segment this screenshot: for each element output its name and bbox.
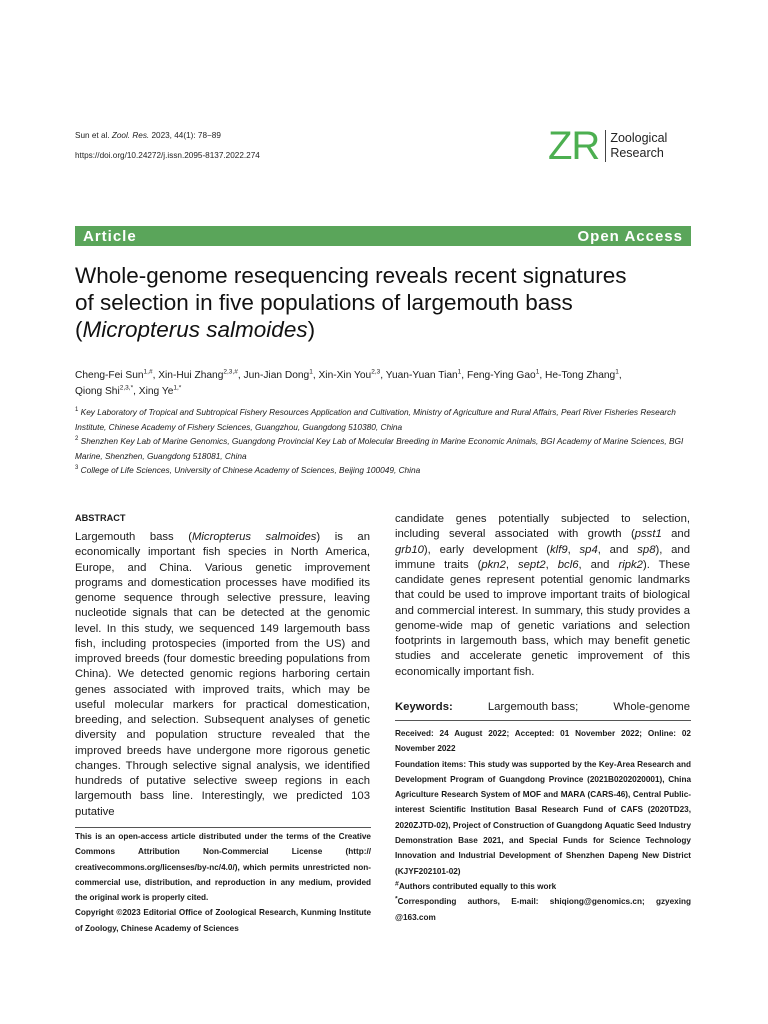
affiliation-item: $^3$ College of Life Sciences, University of Chinese Academy of Sciences, Beijing 100049, China [75,465,421,475]
logo-divider [605,130,606,162]
keywords-divider [395,720,691,721]
corresponding-authors: *Corresponding authors, E-mail: shiqiong@genomics.cn; gzyexing @163.com [395,895,691,922]
author: He-Tong Zhang$^1$ [544,368,619,381]
equal-contribution: #Authors contributed equally to this work [395,880,557,891]
logo-line1: Zoological [610,131,668,145]
affiliation-item: $^2$ Shenzhen Key Lab of Marine Genomics, Guangdong Provincial Key Lab of Molecular Breeding in Marine Economic Animals, BGI Academy of Marine Sciences, BGI Marine, Shenzhen, Guangdong 518081, China [75,436,684,461]
affiliations [75,405,695,478]
author: Yuan-Yuan Tian$^1$ [385,368,462,381]
article-banner [75,226,691,246]
banner-article-label: Article [83,227,137,245]
author: Xin-Xin You$^{2,3}$ [318,368,381,381]
received-dates: Received: 24 August 2022; Accepted: 01 November 2022; Online: 02 November 2022 [395,729,691,754]
author: Jun-Jian Dong$^1$ [243,368,313,381]
author: Qiong Shi$^{2,3,*}$ [75,384,134,397]
logo-mark: ZR [548,124,600,168]
doi-link[interactable]: https://doi.org/10.24272/j.issn.2095-8137.2022.274 [75,151,260,160]
title-line-2: of selection in five populations of largemouth bass [75,290,573,315]
footnote-license [75,829,371,936]
author: Feng-Ying Gao$^1$ [466,368,540,381]
keyword: Largemouth bass; [487,701,579,713]
logo-text [610,131,667,161]
title-paren-open: ( [75,317,83,342]
citation-line [75,131,221,140]
footnote-article-info [395,726,691,925]
keyword: Whole-genome [613,701,690,713]
funding-text: Foundation items: This study was supported by the Key-Area Research and Development Program of Guangdong Province (2021B0202020001), China Agriculture Research System of MOF and MARA (CARS-46), Central Public-interest Scientific Institution Basal Research Fund of CAFS (2020TD23, 2020ZJTD-02), Project of Construction of Guangdong Aquatic Seed Industry Demonstration Base 2021, and Special Funds for Science Technology Innovation and Industrial Development of Shenzhen Dapeng New District (KJYF202101-02) [395,759,691,876]
title-species: Micropterus salmoides [82,317,308,342]
banner-open-access-label: Open Access [577,227,683,245]
abstract-body-col1: Largemouth bass (Micropterus salmoides) is an economically important fish species in North America, Europe, and China. Various genetic improvement programs and domestication processes have modified its genome sequence through selective pressure, leaving nucleotide signals that can be detected at the genomic level. In this study, we sequenced 149 largemouth bass fish, including protospecies (imported from the US) and improved breeds (four domestic breeding populations from China). We detected genomic regions harboring certain genes associated with improved traits, which may be useful molecular markers for practical domestication, breeding, and selection. Subsequent analyses of genetic diversity and population structure revealed that the improved breeds have undergone more rigorous genetic changes. Through selective signal analysis, we identified hundreds of putative selective sweep regions in each largemouth bass line. Interestingly, we predicted 103 putative [75,531,370,818]
affiliation-item: $^1$ Key Laboratory of Tropical and Subtropical Fishery Resources Application and Cultivation, Ministry of Agriculture and Rural Affairs, Pearl River Fisheries Research Institute, Chinese Academy of Fishery Sciences, Guangzhou, Guangdong 510380, China [75,407,676,432]
journal-logo [548,124,668,168]
logo-line2: Research [610,146,664,160]
author: Xing $Ye^{1,*}$ [138,384,182,397]
copyright-text: Copyright ©2023 Editorial Office of Zoological Research, Kunming Institute of Zoology, Chinese Academy of Sciences [75,908,371,933]
keywords [395,700,690,715]
citation-journal: Zool. Res. [111,131,150,140]
paper-title [75,262,695,343]
keywords-label: Keywords: [395,701,453,713]
title-paren-close: ) [307,317,316,342]
license-text: This is an open-access article distributed under the terms of the Creative Commons Attribution Non-Commercial License (http:// creativecommons.org/licenses/by-nc/4.0/), which permits unrestricted non-commercial use, distribution, and reproduction in any medium, provided the original work is properly cited. [75,832,371,903]
title-line-1: Whole-genome resequencing reveals recent signatures [75,263,627,288]
author-list: Cheng-Fei Sun$^{1,\#}$, Xin-Hui Zhang$^{2,3,\#}$, Jun-Jian Dong$^1$, Xin-Xin You$^{2,3}$, Yuan-Yuan Tian$^1$, Feng-Ying Gao$^1$, He-Tong Zhang$^1$, Qiong Shi$^{2,3,*}$, Xing $Ye^{1,*}$ [75,368,622,397]
abstract-heading: ABSTRACT [75,513,126,523]
footnote-divider [75,827,371,828]
author: Cheng-Fei Sun$^{1,\#}$ [75,368,153,381]
author: Xin-Hui Zhang$^{2,3,\#}$ [158,368,238,381]
abstract-body-col2: candidate genes potentially subjected to selection, including several associated with growth (psst1 and grb10), early development (klf9, sp4, and sp8), and immune traits (pkn2, sept2, bcl6, and ripk2). These candidate genes represent potential genomic landmarks that could be used to improve important traits of biological and commercial interest. In summary, this study provides a genome-wide map of genetic variations and selection footprints in largemouth bass, which may benefit genetic studies and accelerate genetic improvement of this economically important fish. [395,513,691,678]
citation-authors: Sun et al. [75,131,110,140]
citation-details: 2023, 44(1): 78−89 [151,131,221,140]
